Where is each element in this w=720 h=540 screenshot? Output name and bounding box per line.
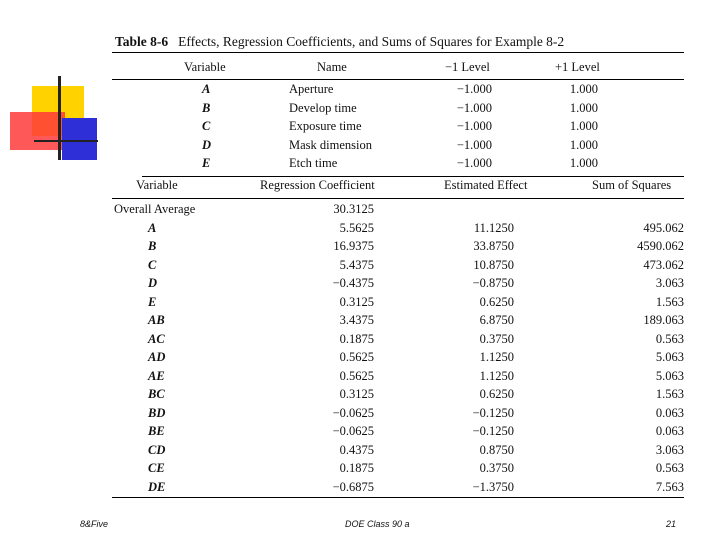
row-effect: 0.6250 <box>479 387 514 401</box>
level-high: 1.000 <box>569 137 598 152</box>
row-sum-of-squares: 3.063 <box>655 442 684 457</box>
row-variable: A <box>148 220 157 235</box>
row-sum-of-squares: 4590.062 <box>637 239 684 253</box>
table-row <box>112 239 684 257</box>
table-caption <box>115 34 564 50</box>
level-name: Etch time <box>289 156 338 170</box>
row-coefficient: 3.4375 <box>339 313 374 327</box>
row-sum-of-squares: 0.063 <box>655 424 684 438</box>
row-coefficient: −0.4375 <box>332 276 374 290</box>
table-row <box>112 332 684 350</box>
level-name: Develop time <box>289 100 357 115</box>
row-effect: −0.1250 <box>472 424 514 438</box>
row-sum-of-squares: 189.063 <box>643 313 684 327</box>
level-row <box>112 101 684 119</box>
table-title: Effects, Regression Coefficients, and Sums of Squares for Example 8-2 <box>178 34 565 49</box>
red-square-decoration <box>10 112 65 150</box>
row-sum-of-squares: 495.062 <box>643 220 684 235</box>
t1-header-name: Name <box>317 60 347 74</box>
t2-header-variable: Variable <box>136 178 178 192</box>
row-coefficient: −0.0625 <box>332 405 374 420</box>
level-variable: D <box>202 137 212 152</box>
row-effect: −1.3750 <box>472 479 514 494</box>
t1-header-row <box>112 60 684 78</box>
row-variable: AD <box>148 350 166 364</box>
t1-header-low: −1 Level <box>445 60 490 74</box>
t2-header-row <box>112 178 684 196</box>
level-name: Exposure time <box>289 119 362 133</box>
level-row <box>112 156 684 174</box>
row-sum-of-squares: 7.563 <box>655 479 684 494</box>
row-effect: 0.3750 <box>479 461 514 475</box>
level-row <box>112 138 684 156</box>
t2-header-coef: Regression Coefficient <box>260 178 375 192</box>
table-row <box>112 202 684 220</box>
row-coefficient: 5.4375 <box>339 257 374 272</box>
row-variable: AE <box>148 368 165 383</box>
row-coefficient: 30.3125 <box>333 202 374 216</box>
row-coefficient: −0.0625 <box>332 424 374 438</box>
level-name: Aperture <box>289 82 334 96</box>
level-name: Mask dimension <box>289 137 372 152</box>
table-row <box>112 480 684 498</box>
table-row <box>112 369 684 387</box>
row-variable: B <box>148 239 157 253</box>
row-variable: BC <box>148 387 165 401</box>
row-coefficient: 0.4375 <box>339 442 374 457</box>
level-low: −1.000 <box>456 156 492 170</box>
level-row <box>112 119 684 137</box>
row-sum-of-squares: 0.563 <box>655 331 684 346</box>
footer-center: DOE Class 90 a <box>345 519 410 529</box>
table-row <box>112 295 684 313</box>
blue-square-decoration <box>62 118 97 160</box>
row-sum-of-squares: 5.063 <box>655 368 684 383</box>
level-row <box>112 82 684 100</box>
row-coefficient: 0.3125 <box>339 387 374 401</box>
row-sum-of-squares: 1.563 <box>655 387 684 401</box>
level-variable: C <box>202 119 211 133</box>
table-row <box>112 461 684 479</box>
row-effect: 33.8750 <box>473 239 514 253</box>
t2-header-ss: Sum of Squares <box>592 178 672 192</box>
row-coefficient: 0.1875 <box>339 331 374 346</box>
level-low: −1.000 <box>456 137 492 152</box>
level-variable: B <box>202 100 211 115</box>
row-variable: Overall Average <box>114 202 196 216</box>
level-low: −1.000 <box>456 82 492 96</box>
row-variable: CD <box>148 442 166 457</box>
row-variable: BD <box>148 405 166 420</box>
t1-header-variable: Variable <box>184 60 226 74</box>
bottom-rule <box>112 497 684 498</box>
level-high: 1.000 <box>569 82 598 96</box>
row-variable: BE <box>148 424 165 438</box>
table-row <box>112 443 684 461</box>
level-high: 1.000 <box>569 156 598 170</box>
row-variable: DE <box>148 479 166 494</box>
row-effect: 0.3750 <box>479 331 514 346</box>
footer-left: 8&Five <box>80 519 109 529</box>
row-coefficient: 0.5625 <box>339 350 374 364</box>
row-coefficient: −0.6875 <box>332 479 374 494</box>
table-row <box>112 350 684 368</box>
level-variable: E <box>202 156 211 170</box>
row-sum-of-squares: 5.063 <box>655 350 684 364</box>
t2-header-rule <box>112 198 684 199</box>
row-variable: D <box>148 276 158 290</box>
horizontal-line-decoration <box>34 140 98 142</box>
row-sum-of-squares: 473.062 <box>643 257 684 272</box>
table-number: Table 8-6 <box>115 34 169 49</box>
row-effect: 1.1250 <box>479 350 514 364</box>
table-row <box>112 313 684 331</box>
row-coefficient: 5.5625 <box>339 220 374 235</box>
row-variable: E <box>148 294 157 309</box>
row-variable: C <box>148 257 157 272</box>
level-variable: A <box>202 82 211 96</box>
table-row <box>112 406 684 424</box>
level-low: −1.000 <box>456 119 492 133</box>
top-rule <box>112 52 684 53</box>
table-row <box>112 424 684 442</box>
row-coefficient: 16.9375 <box>333 239 374 253</box>
row-sum-of-squares: 3.063 <box>655 276 684 290</box>
row-effect: 0.6250 <box>479 294 514 309</box>
page-number: 21 <box>666 519 677 529</box>
row-coefficient: 0.1875 <box>339 461 374 475</box>
row-effect: 11.1250 <box>473 220 514 235</box>
row-coefficient: 0.3125 <box>339 294 374 309</box>
t2-top-rule <box>142 176 684 177</box>
level-high: 1.000 <box>569 100 598 115</box>
row-effect: 1.1250 <box>479 368 514 383</box>
table-row <box>112 221 684 239</box>
row-coefficient: 0.5625 <box>339 368 374 383</box>
row-sum-of-squares: 0.063 <box>655 405 684 420</box>
row-variable: AB <box>148 313 165 327</box>
table-row <box>112 258 684 276</box>
vertical-line-decoration <box>58 76 61 160</box>
table-row <box>112 387 684 405</box>
t1-header-high: +1 Level <box>555 60 600 74</box>
row-effect: −0.1250 <box>472 405 514 420</box>
row-effect: 6.8750 <box>479 313 514 327</box>
level-high: 1.000 <box>569 119 598 133</box>
t2-header-effect: Estimated Effect <box>444 178 528 192</box>
table-row <box>112 276 684 294</box>
row-sum-of-squares: 1.563 <box>655 294 684 309</box>
row-effect: −0.8750 <box>472 276 514 290</box>
row-effect: 10.8750 <box>473 257 514 272</box>
row-effect: 0.8750 <box>479 442 514 457</box>
level-low: −1.000 <box>456 100 492 115</box>
row-sum-of-squares: 0.563 <box>655 461 684 475</box>
row-variable: CE <box>148 461 165 475</box>
row-variable: AC <box>148 331 165 346</box>
t1-header-rule <box>112 79 684 80</box>
